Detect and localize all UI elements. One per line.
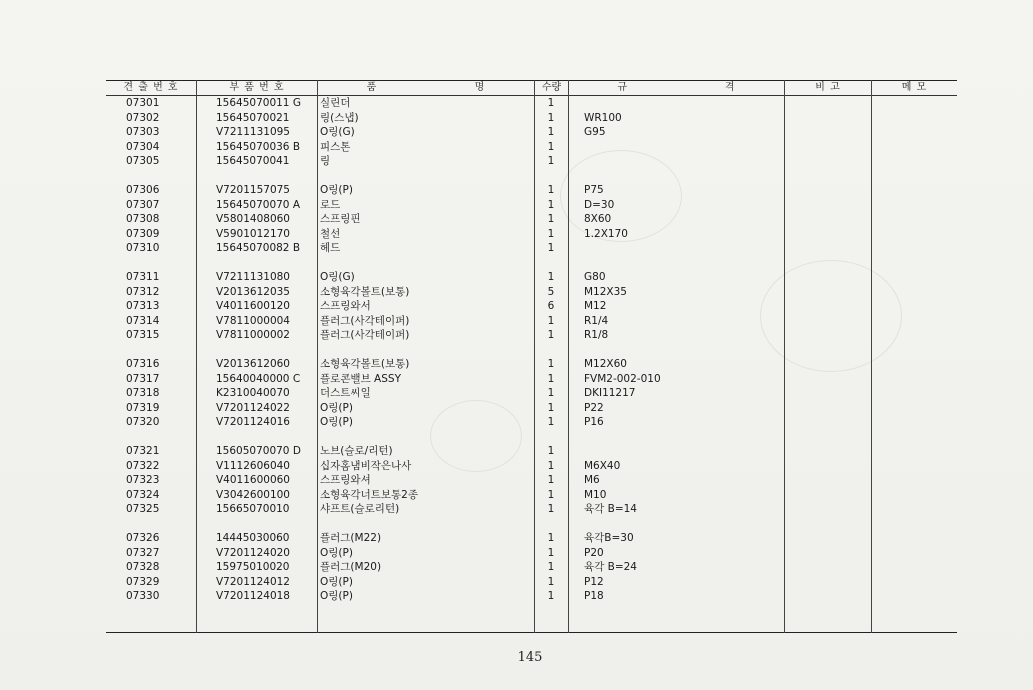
cell-spec: WR100 [584,111,622,124]
header-spec-a: 규 [617,82,629,93]
parts-table [106,80,957,633]
cell-spec [584,140,784,154]
cell-spec: P16 [584,416,604,428]
cell-qty: 6 [547,300,555,312]
cell-qty: 1 [547,358,555,370]
cell-qty: 1 [547,503,555,515]
cell-no: 07301 [126,97,160,109]
cell-qty: 1 [547,213,555,225]
cell-no: 07305 [126,155,160,167]
cell-part: 15645070011 G [216,97,301,109]
cell-qty: 1 [547,387,555,399]
cell-no: 07321 [126,445,160,457]
cell-no: 07302 [126,111,160,124]
header-part-name-a: 품 [366,82,378,93]
cell-qty: 1 [547,372,555,385]
cell-qty: 1 [547,271,555,283]
cell-name: 더스트씨일 [320,387,371,399]
cell-name: 소형육각볼트(보통) [320,285,410,298]
cell-qty: 1 [547,445,555,457]
cell-name: 플로콘밸브 ASSY [320,372,401,385]
cell-part: V7201157075 [216,184,290,196]
cell-spec: P12 [584,575,604,588]
cell-spec: P22 [584,401,604,414]
header-part-name-b: 명 [474,82,486,93]
cell-no: 07317 [126,372,160,385]
cell-spec: M12X60 [584,358,627,370]
cell-qty: 1 [547,140,555,153]
cell-spec: M12 [584,300,607,312]
cell-name: 플러그(사각테이퍼) [320,329,410,341]
cell-no: 07310 [126,242,160,254]
cell-qty: 1 [547,155,555,167]
cell-spec [584,154,784,168]
cell-name: 플러그(사각테이퍼) [320,314,410,327]
cell-no: 07326 [126,532,160,544]
cell-qty: 1 [547,546,555,559]
cell-no: 07330 [126,590,160,602]
cell-name: O링(G) [320,271,355,283]
cell-spec [584,444,784,458]
cell-qty: 1 [547,532,555,544]
cell-name: 소형육각볼트(보통) [320,358,410,370]
cell-part: V7201124016 [216,416,290,428]
cell-qty: 1 [547,314,555,327]
column-divider [196,80,197,633]
table-bottom-rule [106,632,957,633]
cell-name: 철선 [320,227,341,240]
cell-part: V3042600100 [216,488,290,501]
cell-name: 실린더 [320,97,351,109]
cell-name: O링(G) [320,126,355,138]
cell-name: 링 [320,155,331,167]
cell-name: 샤프트(슬로리턴) [320,503,400,515]
cell-no: 07309 [126,227,160,240]
cell-no: 07304 [126,140,160,153]
cell-no: 07318 [126,387,160,399]
cell-spec: G80 [584,271,606,283]
cell-qty: 1 [547,242,555,254]
cell-qty: 1 [547,97,555,109]
cell-spec: 육각B=30 [584,532,634,544]
cell-no: 07308 [126,213,160,225]
cell-part: V7201124020 [216,546,290,559]
page-number: 145 [517,650,543,665]
cell-qty: 1 [547,474,555,486]
cell-no: 07328 [126,561,160,573]
cell-part: V5801408060 [216,213,290,225]
cell-part: 15645070036 B [216,140,301,153]
cell-part: V4011600120 [216,300,290,312]
header-qty: 수량 [541,82,562,93]
cell-part: 15640040000 C [216,372,301,385]
cell-no: 07325 [126,503,160,515]
cell-no: 07306 [126,184,160,196]
cell-spec: D=30 [584,198,615,211]
cell-name: 십자홈냄비작은나사 [320,459,412,472]
cell-no: 07316 [126,358,160,370]
cell-spec: FVM2-002-010 [584,372,661,385]
cell-spec: P75 [584,184,604,196]
cell-name: 링(스냅) [320,111,359,124]
cell-part: V4011600060 [216,474,290,486]
cell-qty: 1 [547,198,555,211]
cell-spec: R1/8 [584,329,609,341]
cell-no: 07327 [126,546,160,559]
cell-qty: 1 [547,184,555,196]
cell-no: 07320 [126,416,160,428]
cell-spec: G95 [584,126,606,138]
cell-no: 07313 [126,300,160,312]
cell-qty: 1 [547,126,555,138]
cell-part: V7211131095 [216,126,290,138]
cell-name: O링(P) [320,546,353,559]
cell-part: V7811000002 [216,329,290,341]
cell-qty: 1 [547,590,555,602]
cell-part: V7211131080 [216,271,290,283]
cell-spec: 8X60 [584,213,612,225]
cell-name: 스프링와셔 [320,474,371,486]
cell-part: 14445030060 [216,532,290,544]
cell-part: V7201124012 [216,575,290,588]
cell-part: V2013612060 [216,358,290,370]
cell-spec: M6 [584,474,600,486]
cell-qty: 1 [547,329,555,341]
header-spec [569,81,784,95]
cell-part: 15645070041 [216,155,290,167]
column-divider [784,80,785,633]
cell-part: K2310040070 [216,387,290,399]
cell-part: V7811000004 [216,314,290,327]
cell-name: 스프링와서 [320,300,371,312]
cell-spec: 1.2X170 [584,227,628,240]
header-ref-no: 견 출 번 호 [123,82,179,93]
cell-part: V1112606040 [216,459,290,472]
cell-qty: 1 [547,561,555,573]
header-note: 비 고 [815,82,841,93]
cell-no: 07319 [126,401,160,414]
header-spec-b: 격 [724,82,736,93]
cell-no: 07322 [126,459,160,472]
cell-qty: 1 [547,575,555,588]
cell-spec: 육각 B=24 [584,561,637,573]
cell-part: 15605070070 D [216,445,301,457]
cell-name: 플러그(M20) [320,561,382,573]
cell-name: 노브(슬로/리턴) [320,445,393,457]
cell-spec: 육각 B=14 [584,503,637,515]
cell-no: 07329 [126,575,160,588]
cell-qty: 1 [547,459,555,472]
cell-qty: 1 [547,111,555,124]
cell-no: 07314 [126,314,160,327]
cell-no: 07311 [126,271,160,283]
cell-no: 07312 [126,285,160,298]
header-part-name [318,81,534,95]
cell-name: O링(P) [320,416,353,428]
cell-spec [584,241,784,255]
cell-no: 07324 [126,488,160,501]
cell-part: V5901012170 [216,227,290,240]
cell-part: V2013612035 [216,285,290,298]
cell-part: 15645070021 [216,111,290,124]
cell-no: 07303 [126,126,160,138]
cell-part: 15975010020 [216,561,290,573]
cell-qty: 1 [547,401,555,414]
cell-qty: 1 [547,227,555,240]
cell-spec: DKI11217 [584,387,636,399]
cell-name: 플러그(M22) [320,532,382,544]
header-memo: 메 모 [901,82,928,93]
cell-name: O링(P) [320,575,353,588]
cell-spec: R1/4 [584,314,609,327]
cell-part: 15665070010 [216,503,290,515]
cell-spec: M12X35 [584,285,627,298]
cell-part: 15645070082 B [216,242,301,254]
cell-no: 07323 [126,474,160,486]
cell-name: O링(P) [320,184,353,196]
cell-name: 헤드 [320,242,341,254]
header-part-no: 부 품 번 호 [229,82,285,93]
cell-name: 피스톤 [320,140,351,153]
cell-part: V7201124022 [216,401,290,414]
cell-qty: 1 [547,416,555,428]
cell-no: 07307 [126,198,160,211]
cell-name: O링(P) [320,401,353,414]
cell-part: 15645070070 A [216,198,301,211]
cell-spec: M6X40 [584,459,621,472]
cell-spec [584,96,784,110]
cell-name: 로드 [320,198,341,211]
cell-spec: P20 [584,546,604,559]
cell-no: 07315 [126,329,160,341]
cell-name: 스프링핀 [320,213,361,225]
cell-spec: P18 [584,590,604,602]
cell-part: V7201124018 [216,590,290,602]
cell-qty: 1 [547,488,555,501]
cell-spec: M10 [584,488,607,501]
column-divider [871,80,872,633]
cell-name: O링(P) [320,590,353,602]
cell-qty: 5 [547,285,555,298]
cell-name: 소형육각너트보통2종 [320,488,418,501]
